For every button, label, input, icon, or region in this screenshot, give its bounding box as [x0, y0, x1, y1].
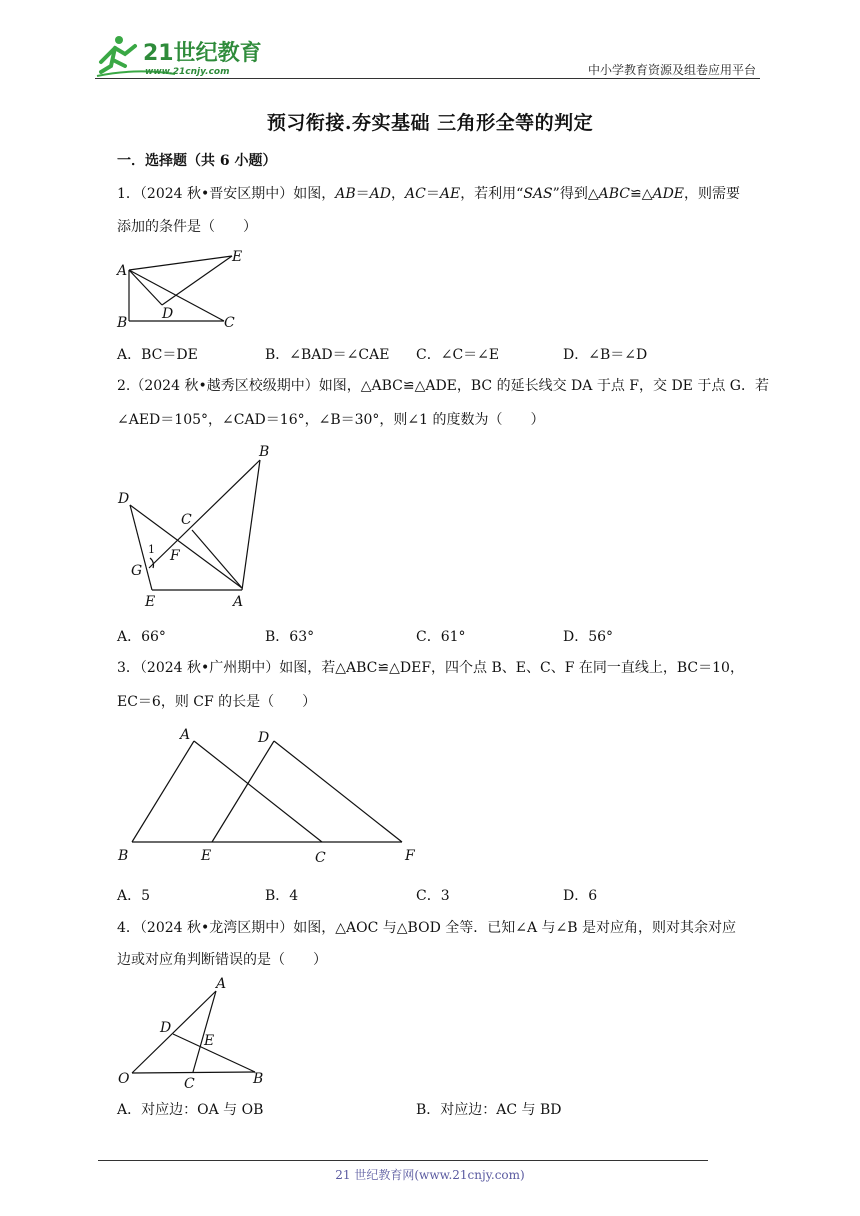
section-heading: 一．选择题（共 6 小题）: [117, 153, 277, 169]
page-title: 预习衔接.夯实基础 三角形全等的判定: [266, 112, 594, 134]
label-b: B: [253, 1071, 264, 1087]
label-b: B: [117, 315, 128, 331]
figure-3: [112, 722, 422, 867]
label-c: C: [181, 512, 192, 528]
site-logo: [95, 32, 265, 78]
label-b: B: [118, 848, 129, 864]
label-e: E: [204, 1033, 215, 1049]
label-d: D: [160, 1020, 172, 1036]
label-g: G: [131, 563, 143, 579]
figure-2: [112, 440, 282, 610]
q2-option-c[interactable]: C．61°: [416, 629, 466, 645]
q3-option-c[interactable]: C．3: [416, 888, 450, 904]
label-e: E: [201, 848, 212, 864]
question-1: 1．（2024 秋•晋安区期中）如图，AB＝AD，AC＝AE，若利用“SAS”得到△ABC≌△ADE，则需要: [117, 186, 741, 202]
question-4: 4．（2024 秋•龙湾区期中）如图，△AOC 与△BOD 全等．已知∠A 与∠B 是对应角，则对其余对应: [117, 920, 737, 936]
question-number: 4．: [117, 920, 140, 936]
label-a: A: [117, 263, 128, 279]
q4-option-a[interactable]: A．对应边：OA 与 OB: [117, 1102, 264, 1118]
label-b: B: [259, 444, 270, 460]
question-1-line-2: 添加的条件是（ ）: [117, 219, 257, 235]
q2-option-a[interactable]: A．66°: [117, 629, 166, 645]
label-d: D: [162, 306, 174, 322]
header-rule: [95, 78, 760, 79]
label-a: A: [233, 594, 244, 610]
question-4-line-2: 边或对应角判断错误的是（ ）: [117, 952, 327, 968]
logo-text: 21世纪教育: [143, 41, 262, 66]
q4-option-b[interactable]: B．对应边：AC 与 BD: [416, 1102, 562, 1118]
q3-option-b[interactable]: B．4: [265, 888, 299, 904]
q1-option-b[interactable]: B．∠BAD＝∠CAE: [265, 347, 390, 363]
label-f: F: [405, 848, 415, 864]
page-header: [95, 30, 760, 80]
figure-1: [112, 245, 252, 333]
label-e: E: [145, 594, 156, 610]
logo-url: www.21cnjy.com: [145, 67, 230, 77]
label-a: A: [216, 976, 227, 992]
question-2: 2.（2024 秋•越秀区校级期中）如图，△ABC≌△ADE，BC 的延长线交 DA 于点 F，交 DE 于点 G．若: [117, 378, 769, 394]
question-3: 3．（2024 秋•广州期中）如图，若△ABC≌△DEF，四个点 B、E、C、F 在同一直线上，BC＝10，: [117, 660, 744, 676]
q2-option-b[interactable]: B．63°: [265, 629, 315, 645]
label-c: C: [315, 850, 326, 866]
q1-option-d[interactable]: D．∠B＝∠D: [563, 347, 648, 363]
q2-option-d[interactable]: D．56°: [563, 629, 614, 645]
label-o: O: [118, 1071, 130, 1087]
site-name: 中小学教育资源及组卷应用平台: [587, 63, 756, 77]
question-number: 3．: [117, 660, 140, 676]
label-f: F: [170, 548, 180, 564]
label-e: E: [232, 249, 243, 265]
label-a: A: [180, 727, 191, 743]
question-number: 1．: [117, 186, 140, 202]
footer-rule: [98, 1160, 708, 1161]
question-2-line-2: ∠AED＝105°，∠CAD＝16°，∠B＝30°，则∠1 的度数为（ ）: [117, 412, 545, 428]
label-angle-1: 1: [148, 543, 155, 556]
label-d: D: [118, 491, 130, 507]
q1-option-c[interactable]: C．∠C＝∠E: [416, 347, 500, 363]
q1-option-a[interactable]: A．BC＝DE: [117, 347, 198, 363]
figure-4: [112, 972, 272, 1094]
q3-option-d[interactable]: D．6: [563, 888, 598, 904]
page-footer: 21 世纪教育网(www.21cnjy.com): [335, 1168, 525, 1182]
label-d: D: [258, 730, 270, 746]
label-c: C: [224, 315, 235, 331]
question-number: 2.: [117, 378, 131, 394]
q3-option-a[interactable]: A．5: [117, 888, 151, 904]
question-3-line-2: EC＝6，则 CF 的长是（ ）: [117, 694, 317, 710]
label-c: C: [184, 1076, 195, 1092]
